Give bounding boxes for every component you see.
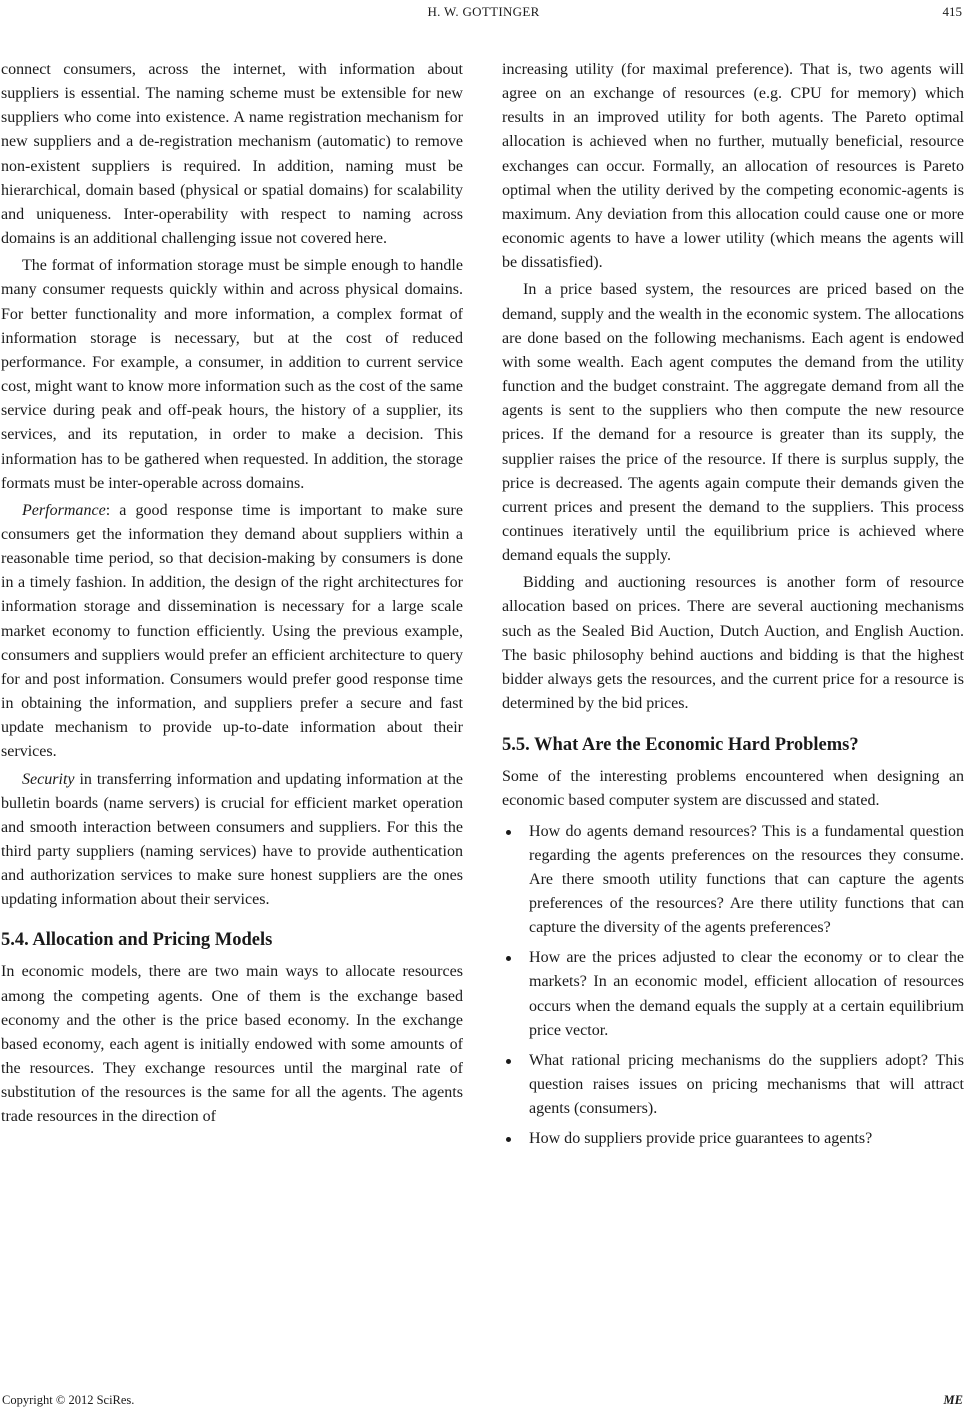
bullet-icon (506, 1137, 511, 1142)
section-heading: 5.4. Allocation and Pricing Models (1, 930, 273, 951)
security-paragraph (1, 768, 463, 913)
running-title: H. W. GOTTINGER (427, 4, 540, 19)
list-item-text: How do suppliers provide price guarantees to agents? (529, 1130, 873, 1148)
paragraph: connect consumers, across the internet, with information about suppliers is essential. The naming scheme must be extensible for new suppliers who come into existence. A name registration mechanism for new suppliers and a de-registration mechanism (automatic) to remove non-existent suppliers is required. In addition, naming must be hierarchical, domain based (physical or spatial domains) for scalability and uniqueness. Inter-operability with respect to naming across domains is an additional challenging issue not covered here. (1, 61, 463, 248)
paragraph: In a price based system, the resources are priced based on the demand, supply and the wealth in the economic system. The allocations are done based on the following mechanisms. Each agent is endowed with some wealth. Each agent computes the demand from the utility function and the budget constraint. The aggregate demand from all the agents is sent to the suppliers who then compute the new resource prices. If the demand for a resource is greater than its supply, the supplier raises the price of the resource. If there is surplus supply, the price is decreased. The agents again compute their demands given the current prices and present the demand to the suppliers. This process continues iteratively until the equilibrium price is achieved where demand equals the supply. (502, 281, 964, 565)
paragraph: increasing utility (for maximal preference). That is, two agents will agree on an exchange of resources (e.g. CPU for memory) which results in an improved utility for both agents. The Pareto optimal allocation is achieved when no further, mutually beneficial, resource exchanges can occur. Formally, an allocation of resources is Pareto optimal when the utility derived by the competing economic-agents is maximum. Any deviation from this allocation could cause one or more economic agents to have a lower utility (which means the agents will be dissatisfied). (502, 61, 964, 272)
page-number: 415 (942, 4, 962, 19)
bullet-icon (506, 830, 511, 835)
list-item (502, 1049, 964, 1121)
copyright-notice: Copyright © 2012 SciRes. (2, 1393, 135, 1407)
right-column (502, 58, 964, 1158)
list-item (502, 1127, 964, 1151)
page-footer (0, 1393, 967, 1413)
paragraph: In economic models, there are two main ways to allocate resources among the competing agents. One of them is the exchange based economy and the other is the price based economy. In the exchange based economy, each agent is initially endowed with some amounts of the resources. They exchange resources until the marginal rate of substitution of the resources is the same for all the agents. The agents trade resources in the direction of (1, 963, 463, 1126)
bullet-icon (506, 1059, 511, 1064)
list-item (502, 820, 964, 941)
performance-paragraph (1, 499, 463, 765)
section-heading: 5.5. What Are the Economic Hard Problems? (502, 735, 859, 756)
bullet-icon (506, 956, 511, 961)
run-in-term: Performance (22, 501, 106, 519)
paragraph-body: in transferring information and updating information at the bulletin boards (name servers) is crucial for efficient market operation and smooth interaction between consumers and suppliers. For this the third party suppliers (naming services) have to provide authentication and authorization services to make sure honest suppliers are the ones updating information about their services. (1, 770, 463, 909)
list-item (502, 946, 964, 1043)
paragraph: The format of information storage must be simple enough to handle many consumer requests quickly within and across physical domains. For better functionality and more information, a complex format of information storage is necessary, but at the cost of reduced performance. For example, a consumer, in addition to current service cost, might want to know more information such as the cost of the same service during peak and off-peak hours, the history of a supplier, its services, and its reputation, in order to make a decision. This information has to be gathered when requested. In addition, the storage formats must be inter-operable across domains. (1, 257, 463, 492)
bullet-list (502, 820, 964, 1152)
paragraph: Bidding and auctioning resources is another form of resource allocation based on prices. There are several auctioning mechanisms such as the Sealed Bid Auction, Dutch Auction, and English Auction. The basic philosophy behind auctions and bidding is that the highest bidder always gets the resources, and the current price for a resource is determined by the bid prices. (502, 574, 964, 713)
paragraph: Some of the interesting problems encountered when designing an economic based computer system are discussed and stated. (502, 768, 964, 810)
paragraph-body: : a good response time is important to make sure consumers get the information they demand about suppliers within a reasonable time period, so that decision-making by consumers is done in a timely fashion. In addition, the design of the right architectures for information storage and dissemination is necessary for a large scale market economy to function efficiently. Using the previous example, consumers and suppliers would prefer an efficient architecture to query for and post information. Consumers would prefer good response time in obtaining the information, and suppliers prefer a secure and fast update mechanism to provide up-to-date information about their services. (1, 501, 463, 761)
page-header (0, 0, 967, 30)
left-column (1, 58, 463, 1130)
list-item-text: How do agents demand resources? This is a fundamental question regarding the agents preferences on the resources they consume. Are there smooth utility functions that can capture the agents preferences of the resources? Are there utility functions that can capture the diversity of the agents preferences? (529, 822, 964, 937)
list-item-text: How are the prices adjusted to clear the economy or to clear the markets? In an economic model, efficient allocation of resources occurs when the demand equals the supply at a certain equilibrium price vector. (529, 949, 964, 1039)
run-in-term: Security (22, 770, 75, 788)
list-item-text: What rational pricing mechanisms do the suppliers adopt? This question raises issues on pricing mechanisms that will attract agents (consumers). (529, 1051, 964, 1118)
journal-abbreviation: ME (943, 1393, 963, 1407)
